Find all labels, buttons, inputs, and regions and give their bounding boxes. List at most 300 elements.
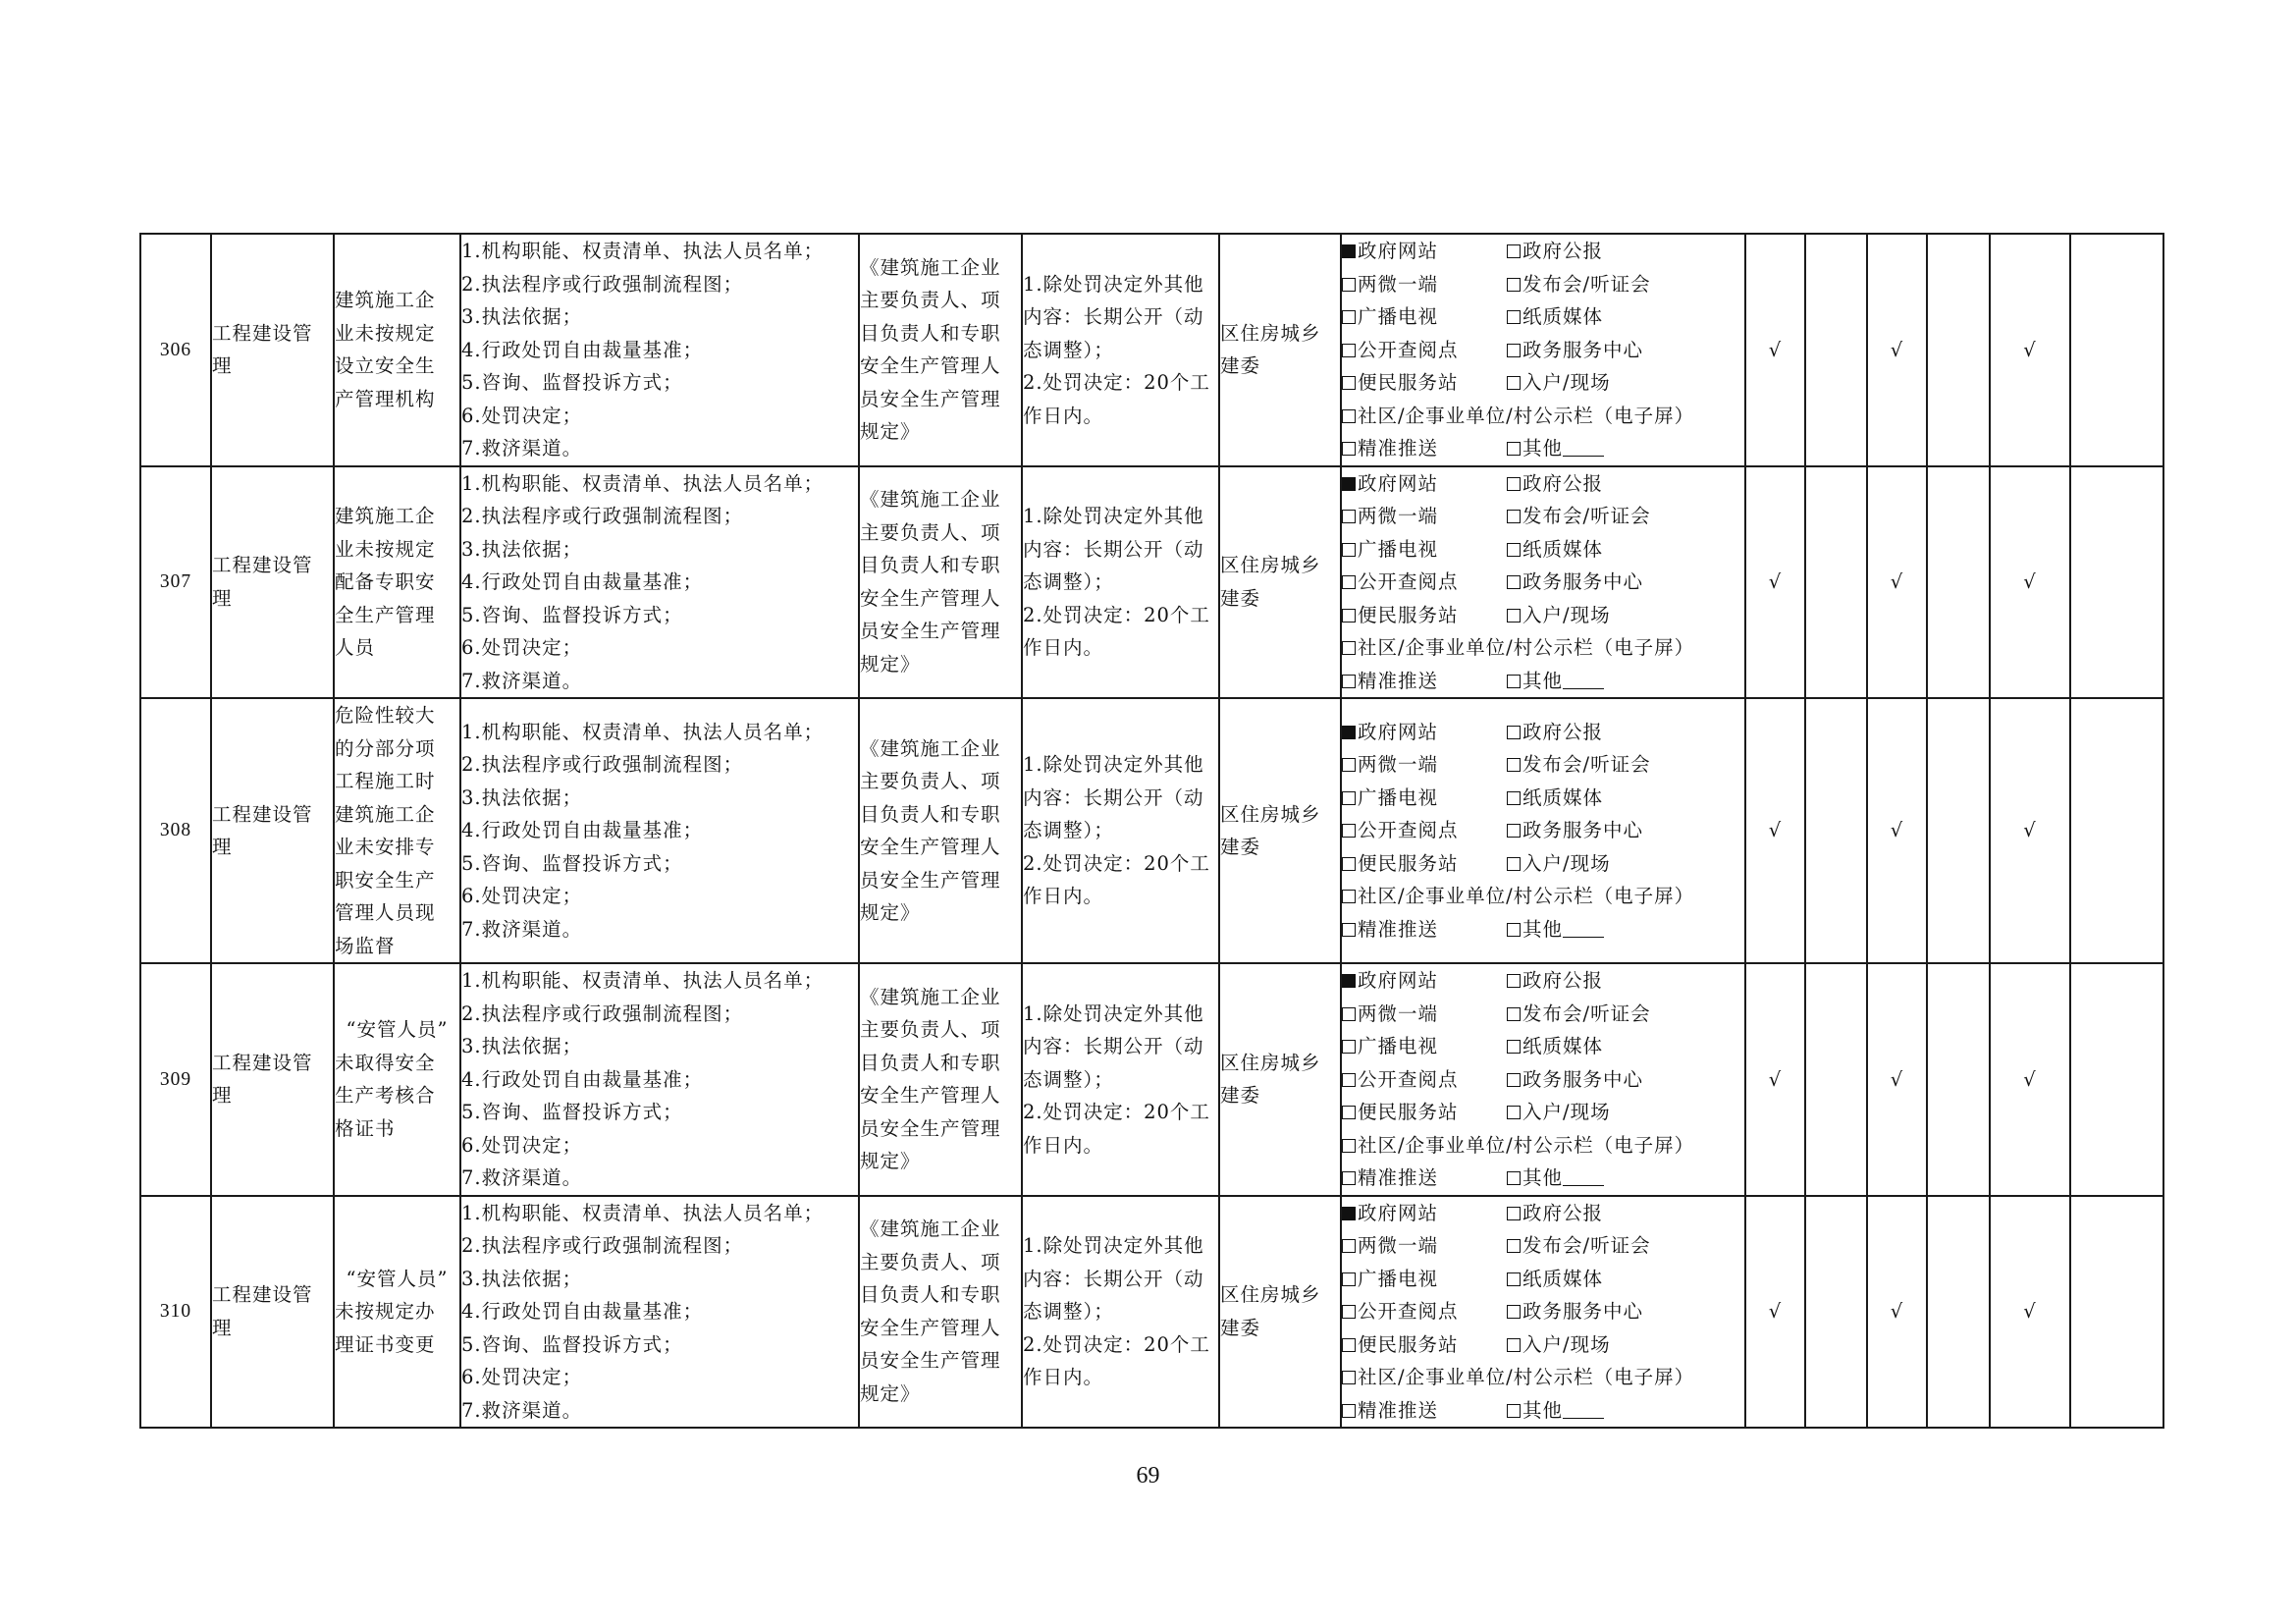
- channel-option-push[interactable]: [1342, 1162, 1507, 1195]
- channel-label: 便民服务站: [1358, 371, 1459, 394]
- content-cell-line: 2.执法程序或行政强制流程图；: [461, 505, 744, 527]
- checkbox-icon[interactable]: [1342, 791, 1356, 805]
- channel-label: 纸质媒体: [1522, 1267, 1604, 1290]
- channel-option-gov_gazette[interactable]: [1507, 716, 1603, 749]
- basis-cell-line: 安全生产管理人: [860, 1316, 1001, 1339]
- channel-option-bulletin[interactable]: [1342, 1361, 1694, 1394]
- channel-option-wechat_weibo[interactable]: [1342, 268, 1507, 301]
- checkbox-icon[interactable]: [1507, 477, 1521, 491]
- checkmark-cell: [1805, 466, 1867, 699]
- checkbox-icon[interactable]: [1342, 1239, 1356, 1253]
- checkbox-icon[interactable]: [1507, 1007, 1521, 1021]
- channel-row: [1342, 566, 1744, 599]
- channel-row: [1342, 748, 1744, 782]
- basis-cell-line: 主要负责人、项: [860, 770, 1001, 792]
- channel-option-bulletin[interactable]: [1342, 400, 1694, 433]
- item-name-cell-line: 设立安全生: [335, 354, 436, 378]
- checkbox-icon[interactable]: [1342, 923, 1356, 937]
- channel-row: [1342, 533, 1744, 567]
- channel-row: [1342, 913, 1744, 947]
- basis-cell-line: 员安全生产管理: [860, 387, 1001, 410]
- channel-label: 社区/企事业单位/村公示栏（电子屏）: [1358, 636, 1695, 659]
- channel-label: 精准推送: [1358, 669, 1439, 692]
- checkmark-cell: [1927, 963, 1990, 1196]
- content-cell-line: 7.救济渠道。: [461, 1398, 583, 1422]
- channel-row: [1342, 235, 1744, 268]
- checkbox-icon[interactable]: [1342, 376, 1356, 390]
- channel-label: 公开查阅点: [1358, 338, 1459, 361]
- table-row: [140, 234, 2163, 466]
- channel-label: 政府网站: [1358, 1201, 1439, 1224]
- basis-cell-line: 安全生产管理人: [860, 1084, 1001, 1108]
- channel-row: [1342, 334, 1744, 367]
- checkbox-icon[interactable]: [1507, 824, 1521, 838]
- checkbox-icon[interactable]: [1342, 609, 1356, 623]
- row-number: 307: [140, 466, 211, 699]
- channel-row: [1342, 1197, 1744, 1230]
- checkmark-cell: [2070, 466, 2163, 699]
- content-cell-line: 3.执法依据；: [461, 1035, 583, 1057]
- checkbox-icon[interactable]: [1342, 278, 1356, 292]
- channel-option-paper_media[interactable]: [1507, 1263, 1603, 1296]
- channel-option-radio_tv[interactable]: [1342, 782, 1507, 815]
- checked-box-icon[interactable]: [1342, 1207, 1356, 1220]
- channel-row: [1342, 1096, 1744, 1129]
- row-number: 309: [140, 963, 211, 1196]
- item-name-cell: [334, 963, 460, 1196]
- channel-label: 发布会/听证会: [1522, 753, 1651, 777]
- channel-label: 两微一端: [1358, 272, 1439, 296]
- channel-row: [1342, 1394, 1744, 1428]
- channel-option-press_hearing[interactable]: [1507, 748, 1651, 782]
- basis-cell-line: 安全生产管理人: [860, 354, 1001, 378]
- channel-option-bulletin[interactable]: [1342, 631, 1694, 665]
- channel-option-gov_gazette[interactable]: [1507, 467, 1603, 501]
- content-cell-line: 5.咨询、监督投诉方式；: [461, 603, 683, 626]
- basis-cell-line: 《建筑施工企业: [860, 488, 1001, 512]
- channel-option-service_center[interactable]: [1507, 1295, 1643, 1328]
- channel-option-bulletin[interactable]: [1342, 880, 1694, 913]
- basis-cell-line: 规定》: [860, 1381, 921, 1405]
- checkmark-cell: √: [1867, 1196, 1927, 1429]
- table-row: [140, 963, 2163, 1196]
- content-cell-line: 1.机构职能、权责清单、执法人员名单；: [461, 969, 825, 992]
- department-cell-line: 区住房城乡: [1220, 802, 1321, 826]
- checkmark-cell: √: [1745, 698, 1805, 963]
- category-cell-line: 工程建设管: [212, 321, 313, 345]
- checkbox-icon[interactable]: [1507, 1338, 1521, 1352]
- category-cell-line: 理: [212, 586, 233, 610]
- content-cell-line: 7.救济渠道。: [461, 437, 583, 460]
- row-number: 306: [140, 234, 211, 466]
- channel-option-paper_media[interactable]: [1507, 782, 1603, 815]
- channel-label: 入户/现场: [1522, 1101, 1611, 1123]
- period-cell-line: 作日内。: [1023, 404, 1104, 427]
- channel-option-paper_media[interactable]: [1507, 300, 1603, 334]
- checkbox-icon[interactable]: [1342, 344, 1356, 357]
- checkbox-icon[interactable]: [1507, 543, 1521, 557]
- checkbox-icon[interactable]: [1342, 824, 1356, 838]
- channel-label: 公开查阅点: [1358, 1067, 1459, 1091]
- basis-cell: [859, 466, 1022, 699]
- category-cell-line: 工程建设管: [212, 1051, 313, 1074]
- category-cell-line: 工程建设管: [212, 802, 313, 826]
- channel-row: [1342, 1361, 1744, 1394]
- checkmark-cell: [1805, 234, 1867, 466]
- channel-option-wechat_weibo[interactable]: [1342, 1229, 1507, 1263]
- channel-option-service_center[interactable]: [1507, 334, 1643, 367]
- channel-option-radio_tv[interactable]: [1342, 533, 1507, 567]
- channel-row: [1342, 1162, 1744, 1195]
- checkbox-icon[interactable]: [1342, 1106, 1356, 1119]
- channel-option-gov_gazette[interactable]: [1507, 1197, 1603, 1230]
- channel-option-press_hearing[interactable]: [1507, 500, 1651, 533]
- checkbox-icon[interactable]: [1342, 310, 1356, 324]
- channel-label: 其他: [1522, 917, 1564, 941]
- channel-label: 政府公报: [1522, 1201, 1604, 1224]
- blank-underline: [1563, 1167, 1604, 1186]
- checkbox-icon[interactable]: [1507, 1305, 1521, 1319]
- blank-underline: [1563, 438, 1604, 457]
- channel-row: [1342, 1030, 1744, 1063]
- checkbox-icon[interactable]: [1507, 1171, 1521, 1185]
- checkbox-icon[interactable]: [1507, 923, 1521, 937]
- checkbox-icon[interactable]: [1342, 641, 1356, 655]
- checkmark-cell: [2070, 698, 2163, 963]
- channel-label: 两微一端: [1358, 1234, 1439, 1257]
- channel-row: [1342, 1263, 1744, 1296]
- channel-label: 政务服务中心: [1522, 819, 1644, 842]
- checkbox-icon[interactable]: [1342, 442, 1356, 456]
- channel-option-other[interactable]: [1507, 1394, 1604, 1428]
- period-cell-line: 态调整）；: [1023, 1067, 1114, 1091]
- basis-cell-line: 目负责人和专职: [860, 554, 1001, 577]
- checkbox-icon[interactable]: [1342, 675, 1356, 688]
- channel-option-door_to_door[interactable]: [1507, 366, 1611, 400]
- checkmark-cell: [2070, 234, 2163, 466]
- content-cell-line: 6.处罚决定；: [461, 885, 583, 908]
- checkmark-cell: [1927, 234, 1990, 466]
- checkbox-icon[interactable]: [1342, 1040, 1356, 1054]
- content-cell-line: 2.执法程序或行政强制流程图；: [461, 1234, 744, 1257]
- channel-label: 政务服务中心: [1522, 1300, 1644, 1323]
- channel-option-push[interactable]: [1342, 432, 1507, 465]
- channel-row: [1342, 1328, 1744, 1362]
- checkbox-icon[interactable]: [1342, 1139, 1356, 1153]
- checkbox-icon[interactable]: [1507, 1404, 1521, 1418]
- channel-label: 其他: [1522, 1398, 1564, 1422]
- checkbox-icon[interactable]: [1507, 791, 1521, 805]
- channel-option-reading_point[interactable]: [1342, 334, 1507, 367]
- channel-label: 其他: [1522, 437, 1564, 460]
- checkbox-icon[interactable]: [1507, 1239, 1521, 1253]
- channel-row: [1342, 880, 1744, 913]
- channel-option-wechat_weibo[interactable]: [1342, 500, 1507, 533]
- checkmark-cell: [1927, 698, 1990, 963]
- channel-label: 公开查阅点: [1358, 1300, 1459, 1323]
- category-cell-line: 工程建设管: [212, 554, 313, 577]
- checkbox-icon[interactable]: [1507, 1207, 1521, 1220]
- channel-label: 广播电视: [1358, 537, 1439, 561]
- basis-cell-line: 《建筑施工企业: [860, 1218, 1001, 1241]
- channel-label: 入户/现场: [1522, 603, 1611, 626]
- channel-row: [1342, 366, 1744, 400]
- channel-option-convenience_station[interactable]: [1342, 366, 1507, 400]
- checkbox-icon[interactable]: [1342, 1007, 1356, 1021]
- channel-label: 政府网站: [1358, 471, 1439, 495]
- channel-label: 便民服务站: [1358, 1101, 1459, 1123]
- checkbox-icon[interactable]: [1507, 278, 1521, 292]
- channel-label: 政府网站: [1358, 720, 1439, 743]
- item-name-cell-line: 未按规定办: [335, 1300, 436, 1323]
- channels-cell: [1341, 698, 1745, 963]
- department-cell-line: 建委: [1220, 354, 1261, 378]
- basis-cell-line: 《建筑施工企业: [860, 985, 1001, 1008]
- channel-label: 其他: [1522, 1166, 1564, 1189]
- channel-option-push[interactable]: [1342, 913, 1507, 947]
- category-cell: [211, 698, 334, 963]
- checked-box-icon[interactable]: [1342, 244, 1356, 258]
- content-cell-line: 3.执法依据；: [461, 537, 583, 561]
- channel-row: [1342, 432, 1744, 465]
- checkbox-icon[interactable]: [1342, 1073, 1356, 1087]
- channel-option-press_hearing[interactable]: [1507, 268, 1651, 301]
- channel-label: 精准推送: [1358, 1166, 1439, 1189]
- channel-option-convenience_station[interactable]: [1342, 847, 1507, 881]
- channel-option-gov_gazette[interactable]: [1507, 235, 1603, 268]
- channel-option-radio_tv[interactable]: [1342, 1030, 1507, 1063]
- basis-cell-line: 员安全生产管理: [860, 1116, 1001, 1140]
- content-cell-line: 6.处罚决定；: [461, 1133, 583, 1157]
- channel-label: 社区/企事业单位/村公示栏（电子屏）: [1358, 1366, 1695, 1388]
- checkmark-cell: √: [1990, 1196, 2070, 1429]
- channel-option-door_to_door[interactable]: [1507, 847, 1611, 881]
- channel-label: 发布会/听证会: [1522, 505, 1651, 527]
- checkmark-cell: √: [1745, 466, 1805, 699]
- blank-underline: [1563, 919, 1604, 938]
- channel-option-door_to_door[interactable]: [1507, 599, 1611, 632]
- department-cell-line: 区住房城乡: [1220, 321, 1321, 345]
- channel-option-reading_point[interactable]: [1342, 814, 1507, 847]
- checkbox-icon[interactable]: [1342, 543, 1356, 557]
- table-row: [140, 698, 2163, 963]
- department-cell-line: 建委: [1220, 586, 1261, 610]
- checkbox-icon[interactable]: [1507, 1106, 1521, 1119]
- channel-option-push[interactable]: [1342, 665, 1507, 698]
- channel-option-convenience_station[interactable]: [1342, 599, 1507, 632]
- checkbox-icon[interactable]: [1342, 409, 1356, 423]
- channel-option-radio_tv[interactable]: [1342, 300, 1507, 334]
- period-cell-line: 2.处罚决定：20个工: [1023, 1332, 1210, 1356]
- period-cell-line: 1.除处罚决定外其他: [1023, 272, 1204, 296]
- period-cell-line: 态调整）；: [1023, 1300, 1114, 1323]
- checkbox-icon[interactable]: [1507, 1272, 1521, 1286]
- content-cell-line: 1.机构职能、权责清单、执法人员名单；: [461, 1201, 825, 1224]
- checkbox-icon[interactable]: [1507, 974, 1521, 988]
- period-cell-line: 内容：长期公开（动: [1023, 305, 1204, 328]
- page-number: 69: [1136, 1463, 1160, 1489]
- channel-label: 入户/现场: [1522, 851, 1611, 875]
- checkbox-icon[interactable]: [1342, 890, 1356, 903]
- channel-label: 纸质媒体: [1522, 1035, 1604, 1057]
- period-cell: [1022, 234, 1219, 466]
- channel-option-reading_point[interactable]: [1342, 566, 1507, 599]
- channel-option-service_center[interactable]: [1507, 1063, 1643, 1097]
- checkbox-icon[interactable]: [1507, 1073, 1521, 1087]
- basis-cell-line: 员安全生产管理: [860, 1349, 1001, 1373]
- channel-option-other[interactable]: [1507, 432, 1604, 465]
- checkbox-icon[interactable]: [1342, 1404, 1356, 1418]
- checkbox-icon[interactable]: [1342, 857, 1356, 871]
- channel-label: 广播电视: [1358, 1267, 1439, 1290]
- checkbox-icon[interactable]: [1507, 575, 1521, 589]
- checkmark-cell: √: [1867, 234, 1927, 466]
- checkbox-icon[interactable]: [1342, 510, 1356, 523]
- item-name-cell-line: 未取得安全: [335, 1051, 436, 1074]
- period-cell-line: 态调整）；: [1023, 570, 1114, 593]
- checkmark-cell: √: [1745, 963, 1805, 1196]
- checkbox-icon[interactable]: [1507, 244, 1521, 258]
- checkbox-icon[interactable]: [1507, 609, 1521, 623]
- category-cell: [211, 466, 334, 699]
- channel-row: [1342, 599, 1744, 632]
- checkbox-icon[interactable]: [1507, 857, 1521, 871]
- channel-option-gov_site[interactable]: [1342, 235, 1507, 268]
- channel-option-gov_gazette[interactable]: [1507, 964, 1603, 998]
- channel-label: 公开查阅点: [1358, 570, 1459, 593]
- channel-option-bulletin[interactable]: [1342, 1129, 1694, 1163]
- item-name-cell: [334, 234, 460, 466]
- channel-label: 发布会/听证会: [1522, 1001, 1651, 1025]
- channel-label: 公开查阅点: [1358, 819, 1459, 842]
- checkbox-icon[interactable]: [1507, 376, 1521, 390]
- checkbox-icon[interactable]: [1342, 1272, 1356, 1286]
- channel-label: 政务服务中心: [1522, 1067, 1644, 1091]
- checked-box-icon[interactable]: [1342, 726, 1356, 739]
- content-cell: [460, 466, 859, 699]
- basis-cell-line: 目负责人和专职: [860, 1283, 1001, 1307]
- channel-label: 两微一端: [1358, 505, 1439, 527]
- content-cell-line: 7.救济渠道。: [461, 1166, 583, 1189]
- checkbox-icon[interactable]: [1507, 675, 1521, 688]
- channels-cell: [1341, 234, 1745, 466]
- channel-row: [1342, 964, 1744, 998]
- channel-option-convenience_station[interactable]: [1342, 1096, 1507, 1129]
- department-cell-line: 建委: [1220, 1084, 1261, 1108]
- content-cell-line: 3.执法依据；: [461, 305, 583, 328]
- item-name-cell-line: 业未安排专: [335, 836, 436, 858]
- checkmark-cell: [1805, 698, 1867, 963]
- checkbox-icon[interactable]: [1507, 310, 1521, 324]
- channel-option-gov_site[interactable]: [1342, 467, 1507, 501]
- channel-option-push[interactable]: [1342, 1394, 1507, 1428]
- content-cell-line: 6.处罚决定；: [461, 636, 583, 659]
- channel-option-other[interactable]: [1507, 665, 1604, 698]
- checked-box-icon[interactable]: [1342, 477, 1356, 491]
- checkbox-icon[interactable]: [1507, 758, 1521, 772]
- channel-option-door_to_door[interactable]: [1507, 1328, 1611, 1362]
- department-cell: [1219, 963, 1341, 1196]
- checked-box-icon[interactable]: [1342, 974, 1356, 988]
- checkbox-icon[interactable]: [1342, 758, 1356, 772]
- checkbox-icon[interactable]: [1507, 344, 1521, 357]
- period-cell: [1022, 963, 1219, 1196]
- checkmark-cell: √: [1990, 466, 2070, 699]
- channel-label: 政府公报: [1522, 471, 1604, 495]
- basis-cell-line: 主要负责人、项: [860, 1250, 1001, 1273]
- checkbox-icon[interactable]: [1507, 1040, 1521, 1054]
- channel-label: 发布会/听证会: [1522, 1234, 1651, 1257]
- checkbox-icon[interactable]: [1342, 1371, 1356, 1384]
- period-cell-line: 作日内。: [1023, 1133, 1104, 1157]
- channel-option-reading_point[interactable]: [1342, 1295, 1507, 1328]
- basis-cell-line: 目负责人和专职: [860, 321, 1001, 345]
- basis-cell: [859, 234, 1022, 466]
- channel-option-paper_media[interactable]: [1507, 533, 1603, 567]
- channel-option-convenience_station[interactable]: [1342, 1328, 1507, 1362]
- channel-option-reading_point[interactable]: [1342, 1063, 1507, 1097]
- checkbox-icon[interactable]: [1342, 1171, 1356, 1185]
- channel-row: [1342, 400, 1744, 433]
- channel-option-door_to_door[interactable]: [1507, 1096, 1611, 1129]
- channel-row: [1342, 268, 1744, 301]
- channel-option-gov_site[interactable]: [1342, 1197, 1507, 1230]
- channels-cell: [1341, 963, 1745, 1196]
- content-cell-line: 4.行政处罚自由裁量基准；: [461, 819, 704, 842]
- channel-option-other[interactable]: [1507, 913, 1604, 947]
- checkbox-icon[interactable]: [1507, 726, 1521, 739]
- checkbox-icon[interactable]: [1342, 575, 1356, 589]
- channel-option-paper_media[interactable]: [1507, 1030, 1603, 1063]
- item-name-cell-line: 业未按规定: [335, 321, 436, 345]
- period-cell-line: 态调整）；: [1023, 338, 1114, 361]
- channel-label: 便民服务站: [1358, 1332, 1459, 1356]
- period-cell-line: 1.除处罚决定外其他: [1023, 505, 1204, 527]
- channel-option-service_center[interactable]: [1507, 566, 1643, 599]
- channel-option-radio_tv[interactable]: [1342, 1263, 1507, 1296]
- channel-row: [1342, 1063, 1744, 1097]
- channel-option-press_hearing[interactable]: [1507, 1229, 1651, 1263]
- checkmark-cell: √: [1990, 963, 2070, 1196]
- checkbox-icon[interactable]: [1507, 442, 1521, 456]
- content-cell: [460, 963, 859, 1196]
- channel-option-gov_site[interactable]: [1342, 964, 1507, 998]
- content-cell-line: 2.执法程序或行政强制流程图；: [461, 1001, 744, 1025]
- channel-option-other[interactable]: [1507, 1162, 1604, 1195]
- period-cell: [1022, 698, 1219, 963]
- period-cell-line: 作日内。: [1023, 885, 1104, 908]
- content-cell: [460, 698, 859, 963]
- basis-cell: [859, 1196, 1022, 1429]
- department-cell-line: 建委: [1220, 1316, 1261, 1339]
- checkbox-icon[interactable]: [1507, 510, 1521, 523]
- channel-row: [1342, 500, 1744, 533]
- channel-option-wechat_weibo[interactable]: [1342, 748, 1507, 782]
- item-name-cell-line: 理证书变更: [335, 1332, 436, 1356]
- channel-row: [1342, 814, 1744, 847]
- channel-option-gov_site[interactable]: [1342, 716, 1507, 749]
- channel-label: 政府公报: [1522, 969, 1604, 992]
- checkbox-icon[interactable]: [1342, 1305, 1356, 1319]
- channel-label: 发布会/听证会: [1522, 272, 1651, 296]
- channel-option-press_hearing[interactable]: [1507, 998, 1651, 1031]
- channel-option-wechat_weibo[interactable]: [1342, 998, 1507, 1031]
- checkbox-icon[interactable]: [1342, 1338, 1356, 1352]
- channel-option-service_center[interactable]: [1507, 814, 1643, 847]
- content-cell-line: 1.机构职能、权责清单、执法人员名单；: [461, 240, 825, 262]
- table-row: [140, 1196, 2163, 1429]
- basis-cell-line: 主要负责人、项: [860, 520, 1001, 544]
